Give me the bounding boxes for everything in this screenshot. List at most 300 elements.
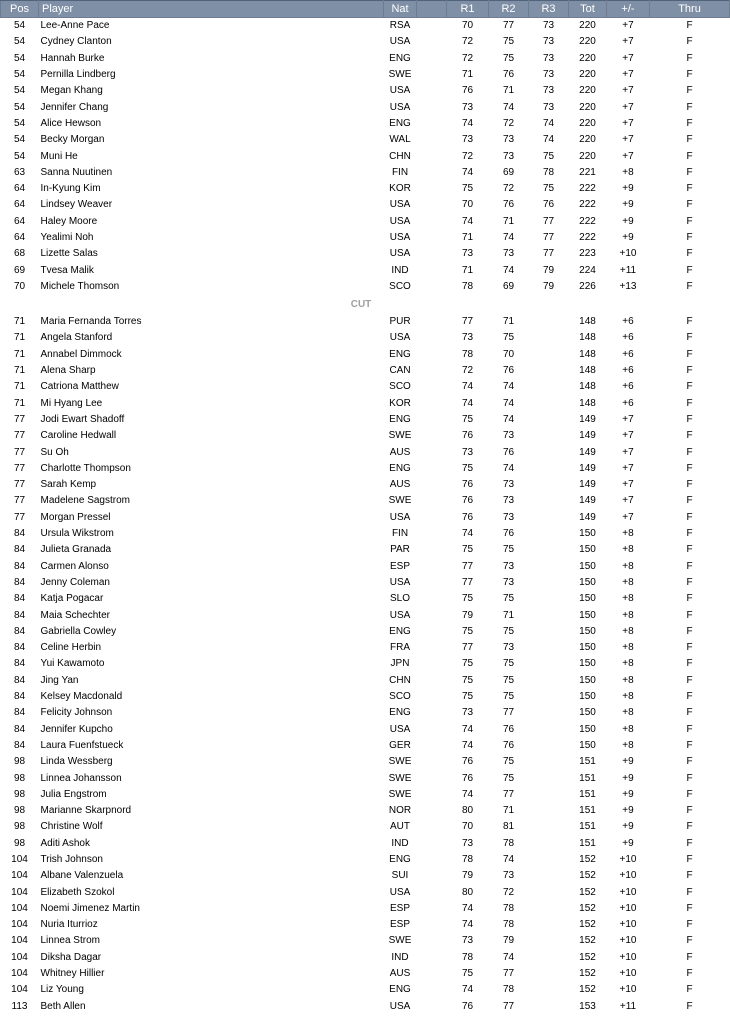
round1-score: 74 xyxy=(461,215,474,227)
pos-cell: 54 xyxy=(13,85,26,97)
table-row xyxy=(1,148,730,164)
round3-score: 74 xyxy=(542,117,555,129)
nationality-cell: CHN xyxy=(389,674,411,686)
nationality-cell: IND xyxy=(391,837,409,849)
round2-score: 74 xyxy=(502,462,515,474)
pos-cell: 64 xyxy=(13,215,26,227)
player-name: Pernilla Lindberg xyxy=(40,69,116,81)
player-name: Jodi Ewart Shadoff xyxy=(40,413,125,425)
to-par-cell: +7 xyxy=(622,20,634,32)
round1-score: 73 xyxy=(461,134,474,146)
nationality-cell: SCO xyxy=(389,280,411,292)
total-score: 222 xyxy=(579,232,596,243)
nationality-cell: USA xyxy=(389,36,411,48)
round2-score: 77 xyxy=(502,788,515,800)
table-row xyxy=(1,99,730,115)
player-name: Maia Schechter xyxy=(40,609,110,621)
to-par-cell: +6 xyxy=(622,348,634,360)
to-par-cell: +9 xyxy=(622,199,634,211)
to-par-cell: +10 xyxy=(619,968,637,980)
round3-score: 73 xyxy=(542,52,555,64)
total-score: 222 xyxy=(579,199,596,211)
table-row xyxy=(1,132,730,148)
to-par-cell: +9 xyxy=(622,788,634,800)
to-par-cell: +13 xyxy=(619,280,637,292)
table-row xyxy=(1,819,730,835)
thru-cell: F xyxy=(686,935,693,947)
pos-cell: 64 xyxy=(13,232,26,243)
blank-cell xyxy=(417,998,447,1014)
round1-score: 80 xyxy=(461,805,474,817)
total-score: 224 xyxy=(579,264,596,276)
player-name: Morgan Pressel xyxy=(40,511,111,523)
to-par-cell: +7 xyxy=(622,85,634,97)
blank-cell xyxy=(417,197,447,213)
round2-score: 74 xyxy=(502,397,515,409)
round2-score: 71 xyxy=(502,316,515,328)
nationality-cell: USA xyxy=(389,248,411,260)
thru-cell: F xyxy=(686,870,693,882)
to-par-cell: +9 xyxy=(622,805,634,817)
nationality-cell: USA xyxy=(389,723,411,735)
to-par-cell: +7 xyxy=(622,52,634,64)
thru-cell: F xyxy=(686,723,693,735)
pos-cell: 71 xyxy=(13,365,26,377)
to-par-cell: +6 xyxy=(622,316,634,328)
pos-cell: 77 xyxy=(13,462,26,474)
to-par-cell: +7 xyxy=(622,101,634,113)
table-row xyxy=(1,428,730,444)
thru-cell: F xyxy=(686,951,693,963)
to-par-cell: +10 xyxy=(619,984,637,996)
pos-cell: 104 xyxy=(11,968,28,980)
header-player[interactable]: Player xyxy=(39,1,384,18)
table-row xyxy=(1,965,730,981)
blank-cell xyxy=(417,982,447,998)
round2-score: 73 xyxy=(502,870,515,882)
header-r2[interactable]: R2 xyxy=(489,1,529,18)
round3-score xyxy=(529,623,569,639)
thru-cell: F xyxy=(686,576,693,588)
to-par-cell: +8 xyxy=(622,609,634,621)
round3-score xyxy=(529,591,569,607)
nationality-cell: FIN xyxy=(391,528,409,540)
round3-score xyxy=(529,965,569,981)
total-score: 149 xyxy=(579,462,596,474)
to-par-cell: +6 xyxy=(622,365,634,377)
round2-score: 76 xyxy=(502,446,515,458)
round1-score: 74 xyxy=(461,739,474,751)
header-nat[interactable]: Nat xyxy=(384,1,417,18)
nationality-cell: RSA xyxy=(389,20,411,32)
table-row xyxy=(1,802,730,818)
nationality-cell: SCO xyxy=(389,381,411,393)
thru-cell: F xyxy=(686,739,693,751)
table-row xyxy=(1,884,730,900)
table-row xyxy=(1,50,730,66)
round3-score xyxy=(529,819,569,835)
nationality-cell: KOR xyxy=(389,183,411,195)
thru-cell: F xyxy=(686,642,693,654)
player-name: Liz Young xyxy=(40,984,84,996)
nationality-cell: ENG xyxy=(389,625,411,637)
round2-score: 76 xyxy=(502,69,515,81)
table-row xyxy=(1,574,730,590)
header-row xyxy=(1,1,730,18)
round1-score: 72 xyxy=(461,150,474,162)
round1-score: 74 xyxy=(461,528,474,540)
total-score: 149 xyxy=(579,413,596,425)
header-plusminus[interactable]: +/- xyxy=(607,1,650,18)
thru-cell: F xyxy=(686,332,693,344)
blank-cell xyxy=(417,525,447,541)
nationality-cell: CAN xyxy=(389,365,411,377)
to-par-cell: +10 xyxy=(619,853,637,865)
pos-cell: 84 xyxy=(13,658,26,670)
thru-cell: F xyxy=(686,625,693,637)
thru-cell: F xyxy=(686,215,693,227)
blank-cell xyxy=(417,362,447,378)
player-name: Angela Stanford xyxy=(40,332,113,344)
nationality-cell: IND xyxy=(391,951,409,963)
blank-cell xyxy=(417,851,447,867)
round1-score: 79 xyxy=(461,870,474,882)
blank-cell xyxy=(417,246,447,262)
round2-score: 71 xyxy=(502,85,515,97)
total-score: 152 xyxy=(579,919,596,931)
player-name: Katja Pogacar xyxy=(40,593,104,605)
pos-cell: 54 xyxy=(13,101,26,113)
blank-cell xyxy=(417,460,447,476)
round2-score: 74 xyxy=(502,101,515,113)
round2-score: 76 xyxy=(502,528,515,540)
blank-cell xyxy=(417,50,447,66)
nationality-cell: USA xyxy=(389,215,411,227)
thru-cell: F xyxy=(686,756,693,768)
round1-score: 75 xyxy=(461,691,474,703)
blank-cell xyxy=(417,558,447,574)
blank-cell xyxy=(417,835,447,851)
blank-cell xyxy=(417,444,447,460)
nationality-cell: SWE xyxy=(388,788,412,800)
round3-score xyxy=(529,558,569,574)
round2-score: 71 xyxy=(502,805,515,817)
nationality-cell: USA xyxy=(389,101,411,113)
round3-score: 73 xyxy=(542,36,555,48)
thru-cell: F xyxy=(686,984,693,996)
thru-cell: F xyxy=(686,1000,693,1012)
round1-score: 76 xyxy=(461,479,474,491)
total-score: 149 xyxy=(579,495,596,507)
table-body xyxy=(1,18,730,1015)
player-name: Diksha Dagar xyxy=(40,951,102,963)
player-name: Annabel Dimmock xyxy=(40,348,122,360)
round3-score xyxy=(529,656,569,672)
round3-score xyxy=(529,737,569,753)
header-thru[interactable]: Thru xyxy=(650,1,730,18)
blank-cell xyxy=(417,965,447,981)
round1-score: 78 xyxy=(461,951,474,963)
table-row xyxy=(1,623,730,639)
total-score: 222 xyxy=(579,183,596,195)
blank-cell xyxy=(417,132,447,148)
total-score: 220 xyxy=(579,69,596,81)
round3-score xyxy=(529,477,569,493)
player-name: Yui Kawamoto xyxy=(40,658,105,670)
table-row xyxy=(1,115,730,131)
blank-cell xyxy=(417,591,447,607)
player-name: Lindsey Weaver xyxy=(40,199,113,211)
pos-cell: 64 xyxy=(13,183,26,195)
total-score: 150 xyxy=(579,723,596,735)
table-row xyxy=(1,278,730,294)
nationality-cell: SCO xyxy=(389,691,411,703)
to-par-cell: +8 xyxy=(622,544,634,556)
blank-cell xyxy=(417,213,447,229)
round1-score: 74 xyxy=(461,919,474,931)
round1-score: 74 xyxy=(461,166,474,178)
pos-cell: 98 xyxy=(13,805,26,817)
blank-cell xyxy=(417,607,447,623)
to-par-cell: +8 xyxy=(622,658,634,670)
thru-cell: F xyxy=(686,365,693,377)
round1-score: 75 xyxy=(461,462,474,474)
table-row xyxy=(1,525,730,541)
thru-cell: F xyxy=(686,150,693,162)
table-row xyxy=(1,949,730,965)
player-name: Linnea Johansson xyxy=(40,772,122,784)
player-name: Charlotte Thompson xyxy=(40,462,131,474)
table-row xyxy=(1,346,730,362)
round2-score: 75 xyxy=(502,332,515,344)
player-name: Sanna Nuutinen xyxy=(40,166,113,178)
blank-cell xyxy=(417,672,447,688)
pos-cell: 84 xyxy=(13,642,26,654)
round2-score: 70 xyxy=(502,348,515,360)
header-blank xyxy=(417,1,447,18)
player-name: Haley Moore xyxy=(40,215,98,227)
round2-score: 74 xyxy=(502,853,515,865)
round3-score xyxy=(529,949,569,965)
pos-cell: 71 xyxy=(13,397,26,409)
round1-score: 73 xyxy=(461,707,474,719)
nationality-cell: AUS xyxy=(389,968,411,980)
round1-score: 76 xyxy=(461,772,474,784)
player-name: Laura Fuenfstueck xyxy=(40,739,124,751)
round2-score: 74 xyxy=(502,232,515,243)
pos-cell: 84 xyxy=(13,674,26,686)
table-row xyxy=(1,672,730,688)
round1-score: 74 xyxy=(461,381,474,393)
round2-score: 72 xyxy=(502,183,515,195)
round3-score xyxy=(529,411,569,427)
round3-score xyxy=(529,982,569,998)
round3-score xyxy=(529,639,569,655)
total-score: 152 xyxy=(579,902,596,914)
total-score: 226 xyxy=(579,280,596,292)
thru-cell: F xyxy=(686,658,693,670)
nationality-cell: SWE xyxy=(388,935,412,947)
nationality-cell: SWE xyxy=(388,495,412,507)
round1-score: 76 xyxy=(461,511,474,523)
round1-score: 72 xyxy=(461,365,474,377)
total-score: 220 xyxy=(579,101,596,113)
total-score: 149 xyxy=(579,446,596,458)
pos-cell: 98 xyxy=(13,788,26,800)
table-row xyxy=(1,917,730,933)
round2-score: 75 xyxy=(502,674,515,686)
player-name: Christine Wolf xyxy=(40,821,103,833)
pos-cell: 77 xyxy=(13,495,26,507)
total-score: 220 xyxy=(579,85,596,97)
round1-score: 71 xyxy=(461,264,474,276)
to-par-cell: +9 xyxy=(622,837,634,849)
player-name: Muni He xyxy=(40,150,78,162)
round2-score: 76 xyxy=(502,365,515,377)
player-name: Michele Thomson xyxy=(40,280,120,292)
round2-score: 76 xyxy=(502,739,515,751)
thru-cell: F xyxy=(686,183,693,195)
nationality-cell: USA xyxy=(389,85,411,97)
round2-score: 72 xyxy=(502,886,515,898)
blank-cell xyxy=(417,868,447,884)
table-row xyxy=(1,444,730,460)
round2-score: 71 xyxy=(502,215,515,227)
round2-score: 74 xyxy=(502,381,515,393)
thru-cell: F xyxy=(686,772,693,784)
nationality-cell: WAL xyxy=(389,134,411,146)
header-r1[interactable]: R1 xyxy=(447,1,489,18)
round2-score: 69 xyxy=(502,280,515,292)
player-name: Ursula Wikstrom xyxy=(40,528,114,540)
round3-score xyxy=(529,428,569,444)
to-par-cell: +8 xyxy=(622,642,634,654)
total-score: 150 xyxy=(579,691,596,703)
round3-score xyxy=(529,574,569,590)
nationality-cell: SWE xyxy=(388,430,412,442)
round1-score: 73 xyxy=(461,101,474,113)
thru-cell: F xyxy=(686,511,693,523)
header-tot[interactable]: Tot xyxy=(569,1,607,18)
round3-score xyxy=(529,868,569,884)
round2-score: 75 xyxy=(502,593,515,605)
player-name: Kelsey Macdonald xyxy=(40,691,123,703)
total-score: 151 xyxy=(579,805,596,817)
round2-score: 75 xyxy=(502,772,515,784)
pos-cell: 54 xyxy=(13,134,26,146)
blank-cell xyxy=(417,933,447,949)
round3-score xyxy=(529,900,569,916)
blank-cell xyxy=(417,493,447,509)
table-row xyxy=(1,66,730,82)
round3-score xyxy=(529,786,569,802)
to-par-cell: +7 xyxy=(622,430,634,442)
to-par-cell: +7 xyxy=(622,479,634,491)
table-row xyxy=(1,721,730,737)
pos-cell: 84 xyxy=(13,707,26,719)
thru-cell: F xyxy=(686,20,693,32)
blank-cell xyxy=(417,656,447,672)
total-score: 151 xyxy=(579,837,596,849)
player-name: Maria Fernanda Torres xyxy=(40,316,142,328)
player-name: Sarah Kemp xyxy=(40,479,97,491)
player-name: Julia Engstrom xyxy=(40,788,107,800)
header-r3[interactable]: R3 xyxy=(529,1,569,18)
pos-cell: 84 xyxy=(13,593,26,605)
round2-score: 75 xyxy=(502,625,515,637)
round1-score: 78 xyxy=(461,280,474,292)
round2-score: 75 xyxy=(502,52,515,64)
total-score: 150 xyxy=(579,739,596,751)
pos-cell: 71 xyxy=(13,348,26,360)
table-row xyxy=(1,770,730,786)
round1-score: 74 xyxy=(461,788,474,800)
to-par-cell: +7 xyxy=(622,462,634,474)
to-par-cell: +7 xyxy=(622,117,634,129)
thru-cell: F xyxy=(686,560,693,572)
table-row xyxy=(1,639,730,655)
nationality-cell: USA xyxy=(389,576,411,588)
header-pos[interactable]: Pos xyxy=(1,1,39,18)
pos-cell: 84 xyxy=(13,625,26,637)
nationality-cell: AUS xyxy=(389,479,411,491)
pos-cell: 54 xyxy=(13,52,26,64)
round1-score: 75 xyxy=(461,968,474,980)
thru-cell: F xyxy=(686,166,693,178)
nationality-cell: FIN xyxy=(391,166,409,178)
table-row xyxy=(1,493,730,509)
round1-score: 70 xyxy=(461,20,474,32)
to-par-cell: +8 xyxy=(622,593,634,605)
table-row xyxy=(1,34,730,50)
nationality-cell: USA xyxy=(389,232,411,243)
pos-cell: 77 xyxy=(13,446,26,458)
player-name: Jennifer Chang xyxy=(40,101,109,113)
player-name: Jing Yan xyxy=(40,674,79,686)
to-par-cell: +7 xyxy=(622,511,634,523)
round3-score: 73 xyxy=(542,20,555,32)
nationality-cell: IND xyxy=(391,264,409,276)
round1-score: 72 xyxy=(461,52,474,64)
total-score: 153 xyxy=(579,1000,596,1012)
to-par-cell: +8 xyxy=(622,674,634,686)
thru-cell: F xyxy=(686,348,693,360)
round3-score: 77 xyxy=(542,248,555,260)
to-par-cell: +8 xyxy=(622,528,634,540)
round3-score xyxy=(529,835,569,851)
round1-score: 73 xyxy=(461,935,474,947)
pos-cell: 54 xyxy=(13,150,26,162)
round1-score: 75 xyxy=(461,593,474,605)
round1-score: 77 xyxy=(461,642,474,654)
thru-cell: F xyxy=(686,788,693,800)
pos-cell: 84 xyxy=(13,723,26,735)
pos-cell: 71 xyxy=(13,381,26,393)
round2-score: 75 xyxy=(502,691,515,703)
table-row xyxy=(1,379,730,395)
player-name: Alice Hewson xyxy=(40,117,102,129)
round1-score: 75 xyxy=(461,544,474,556)
total-score: 150 xyxy=(579,609,596,621)
to-par-cell: +8 xyxy=(622,739,634,751)
round3-score: 73 xyxy=(542,101,555,113)
pos-cell: 104 xyxy=(11,984,28,996)
round3-score xyxy=(529,444,569,460)
nationality-cell: USA xyxy=(389,1000,411,1012)
thru-cell: F xyxy=(686,413,693,425)
round2-score: 69 xyxy=(502,166,515,178)
player-name: Jennifer Kupcho xyxy=(40,723,113,735)
